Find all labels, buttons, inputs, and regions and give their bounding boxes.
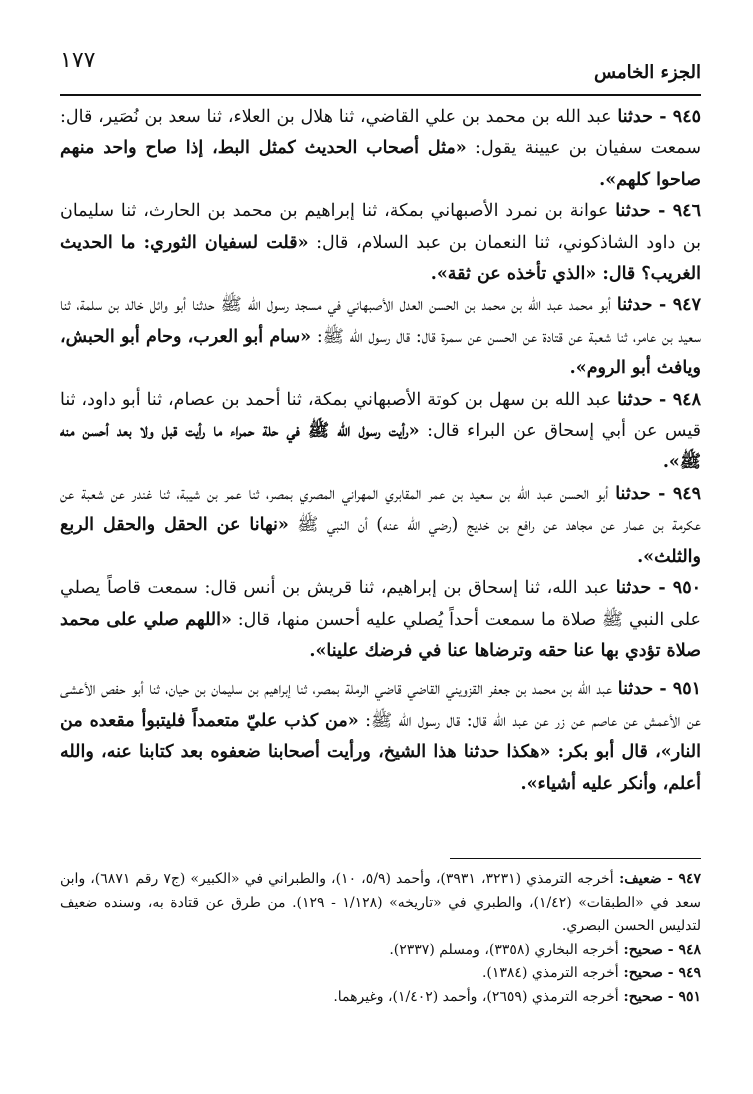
footnote-947: ٩٤٧ - ضعيف: أخرجه الترمذي (٣٢٣١، ٣٩٣١)، وأحمد (٥/٩، ١٠)، والطبراني في «الكبير» (ج٧ رقم ٦٨٧١)، وابن سعد في «الطبقات» (١/٤٢)، والطبري في «تاريخه» (١/١٢٨ - ١٢٩). من طرق عن قتادة به، وسنده ضعيف لتدليس الحسن البصري. — [60, 871, 702, 934]
footnote-949: ٩٤٩ - صحيح: أخرجه الترمذي (١٣٨٤). — [481, 965, 701, 981]
footnote-text: أخرجه الترمذي (٢٦٥٩)، وأحمد (١/٤٠٢)، وغيرهما. — [333, 988, 619, 1005]
footnote-text: أخرجه الترمذي (٣٢٣١، ٣٩٣١)، وأحمد (٥/٩، ١٠)، والطبراني في «الكبير» (ج٧ رقم ٦٨٧١)، وابن سعد في «الطبقات» (١/٤٢)، والطبري في «تاريخه» (١/١٢٨ - ١٢٩). من طرق عن قتادة به، وسنده ضعيف لتدليس الحسن البصري. — [60, 871, 702, 934]
footnotes — [60, 868, 701, 1009]
footnote-separator — [450, 858, 701, 859]
hadith-number: ٩٤٨ — [672, 389, 701, 410]
hadith-text: «رأيت رسول الله ﷺ في حلة حمراء ما رأيت قبل ولا بعد أحسن منه ﷺ». — [60, 421, 701, 473]
hadith-lead: حدثنا — [615, 483, 651, 504]
hadith-lead: حدثنا — [615, 201, 651, 222]
footnote-number: ٩٤٨ — [678, 941, 701, 958]
hadith-chain: عبد الله بن محمد بن جعفر القزويني القاضي قاضي الرملة بمصر، ثنا إبراهيم بن سليمان بن حيان، ثنا أبو حفص الأعشى عن الأعمش عن عاصم عن زر عن عبد الله قال: قال رسول الله ﷺ: — [60, 679, 702, 731]
hadith-text: «سام أبو العرب، وحام أبو الحبش، ويافث أبو الروم». — [60, 326, 701, 379]
footnote-grade: صحيح — [628, 965, 663, 981]
hadith-text: «نهانا عن الحقل والحقل الربع والثلث». — [60, 515, 701, 567]
hadith-number: ٩٤٦ — [672, 201, 701, 222]
hadith-948: ٩٤٨ - حدثنا عبد الله بن سهل بن كوتة الأصبهاني بمكة، ثنا أحمد بن عصام، ثنا أبو داود، ثنا قيس عن أبي إسحاق عن البراء قال: «رأيت رسول الله ﷺ في حلة حمراء ما رأيت قبل ولا بعد أحسن منه ﷺ». — [60, 389, 701, 473]
hadith-945: ٩٤٥ - حدثنا عبد الله بن محمد بن علي القاضي، ثنا هلال بن العلاء، ثنا سعد بن نُصَير، قال: سمعت سفيان بن عيينة يقول: «مثل أصحاب الحديث كمثل البط، إذا صاح واحد منهم صاحوا كلهم». — [60, 107, 701, 190]
page-number: ١٧٧ — [60, 48, 96, 73]
hadith-947: ٩٤٧ - حدثنا أبو محمد عبد الله بن محمد بن الحسن العدل الأصبهاني في مسجد رسول الله ﷺ حدثنا أبو وائل خالد بن سلمة، ثنا سعيد بن عامر، ثنا شعبة عن قتادة عن الحسن عن سمرة قال: قال رسول الله ﷺ: «سام أبو العرب، وحام أبو الحبش، ويافث أبو الروم». — [60, 295, 701, 379]
footnote-text: أخرجه الترمذي (١٣٨٤). — [481, 965, 619, 981]
hadith-chain: أبو محمد عبد الله بن محمد بن الحسن العدل الأصبهاني في مسجد رسول الله ﷺ حدثنا أبو وائل خالد بن سلمة، ثنا سعيد بن عامر، ثنا شعبة عن قتادة عن الحسن عن سمرة قال: قال رسول الله ﷺ: — [60, 295, 701, 347]
footnote-number: ٩٥١ — [678, 988, 701, 1005]
hadith-number: ٩٤٩ — [672, 483, 702, 504]
hadith-lead: حدثنا — [616, 295, 653, 316]
main-text — [60, 102, 701, 800]
hadith-lead: حدثنا — [617, 389, 653, 410]
footnote-grade: صحيح — [628, 941, 663, 958]
hadith-946: ٩٤٦ - حدثنا عوانة بن نمرد الأصبهاني بمكة، ثنا إبراهيم بن محمد بن الحارث، ثنا سليمان بن داود الشاذكوني، ثنا النعمان بن عبد السلام، قال: «قلت لسفيان الثوري: ما الحديث الغريب؟ قال: «الذي تأخذه عن ثقة». — [60, 201, 701, 285]
hadith-lead: حدثنا — [615, 578, 652, 599]
footnote-number: ٩٤٩ — [678, 965, 701, 981]
hadith-number: ٩٥٠ — [672, 578, 701, 599]
footnote-number: ٩٤٧ — [678, 871, 702, 887]
hadith-number: ٩٤٥ — [672, 107, 701, 127]
hadith-text: «قلت لسفيان الثوري: ما الحديث الغريب؟ قال: «الذي تأخذه عن ثقة». — [60, 232, 701, 285]
footnote-grade: ضعيف — [624, 871, 662, 887]
footnote-text: أخرجه البخاري (٣٣٥٨)، ومسلم (٢٣٣٧). — [389, 941, 619, 958]
hadith-951: ٩٥١ - حدثنا عبد الله بن محمد بن جعفر القزويني القاضي قاضي الرملة بمصر، ثنا إبراهيم بن سليمان بن حيان، ثنا أبو حفص الأعشى عن الأعمش عن عاصم عن زر عن عبد الله قال: قال رسول الله ﷺ: «من كذب عليّ متعمداً فليتبوأ مقعده من النار»، قال أبو بكر: «هكذا حدثنا هذا الشيخ، ورأيت أصحابنا ضعفوه بعد كتابنا عنه، والله أعلم، وأنكر عليه أشياء». — [60, 679, 702, 794]
running-title: الجزء الخامس — [594, 62, 701, 83]
hadith-lead: حدثنا — [617, 107, 653, 127]
hadith-lead: حدثنا — [617, 679, 654, 700]
footnote-951: ٩٥١ - صحيح: أخرجه الترمذي (٢٦٥٩)، وأحمد (١/٤٠٢)، وغيرهما. — [333, 988, 701, 1005]
footnote-grade: صحيح — [628, 988, 663, 1005]
hadith-949: ٩٤٩ - حدثنا أبو الحسن عبد الله بن سعيد بن عمر المقابري المهراني المصري بمصر، ثنا عمر بن شيبة، ثنا غندر عن شعبة عن عكرمة بن عمار عن مجاهد عن رافع بن خديج (رضي الله عنه) أن النبي ﷺ «نهانا عن الحقل والحقل الربع والثلث». — [60, 483, 702, 567]
hadith-chain: عبد الله، ثنا إسحاق بن إبراهيم، ثنا قريش بن أنس قال: سمعت قاصاً يصلي على النبي ﷺ صلاة ما سمعت أحداً يُصلي عليه أحسن منها، قال: — [60, 578, 701, 630]
hadith-number: ٩٤٧ — [672, 295, 701, 316]
page-header — [60, 44, 701, 96]
hadith-text: «مثل أصحاب الحديث كمثل البط، إذا صاح واحد منهم صاحوا كلهم». — [60, 138, 701, 190]
hadith-chain: عبد الله بن سهل بن كوتة الأصبهاني بمكة، ثنا أحمد بن عصام، ثنا أبو داود، ثنا قيس عن أبي إسحاق عن البراء قال: — [60, 389, 701, 442]
footnote-948: ٩٤٨ - صحيح: أخرجه البخاري (٣٣٥٨)، ومسلم (٢٣٣٧). — [389, 941, 701, 958]
hadith-text: «اللهم صلي على محمد صلاة تؤدي بها عنا حقه وترضاها عنا في فرضك علينا». — [60, 609, 701, 661]
hadith-number: ٩٥١ — [672, 679, 701, 700]
hadith-text: «من كذب عليّ متعمداً فليتبوأ مقعده من النار»، قال أبو بكر: «هكذا حدثنا هذا الشيخ، ورأيت أصحابنا ضعفوه بعد كتابنا عنه، والله أعلم، وأنكر عليه أشياء». — [60, 710, 701, 794]
hadith-chain: أبو الحسن عبد الله بن سعيد بن عمر المقابري المهراني المصري بمصر، ثنا عمر بن شيبة، ثنا غندر عن شعبة عن عكرمة بن عمار عن مجاهد عن رافع بن خديج (رضي الله عنه) أن النبي ﷺ — [60, 483, 701, 536]
hadith-chain: عبد الله بن محمد بن علي القاضي، ثنا هلال بن العلاء، ثنا سعد بن نُصَير، قال: سمعت سفيان بن عيينة يقول: — [60, 107, 701, 159]
hadith-chain: عوانة بن نمرد الأصبهاني بمكة، ثنا إبراهيم بن محمد بن الحارث، ثنا سليمان بن داود الشاذكوني، ثنا النعمان بن عبد السلام، قال: — [60, 201, 701, 253]
hadith-950: ٩٥٠ - حدثنا عبد الله، ثنا إسحاق بن إبراهيم، ثنا قريش بن أنس قال: سمعت قاصاً يصلي على النبي ﷺ صلاة ما سمعت أحداً يُصلي عليه أحسن منها، قال: «اللهم صلي على محمد صلاة تؤدي بها عنا حقه وترضاها عنا في فرضك علينا». — [60, 578, 701, 661]
